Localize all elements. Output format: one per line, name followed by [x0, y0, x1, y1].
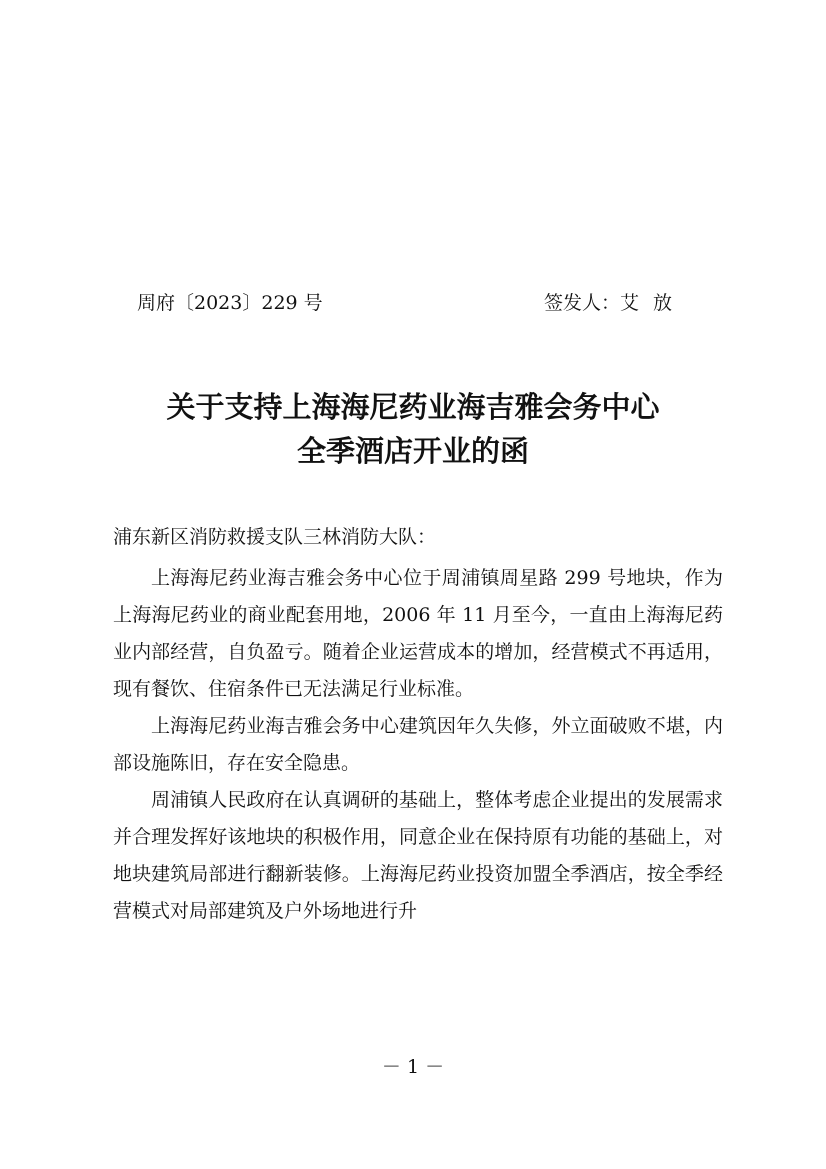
- document-title: [0, 385, 826, 473]
- addressee: 浦东新区消防救援支队三林消防大队：: [113, 526, 437, 548]
- paragraph-1: 上海海尼药业海吉雅会务中心位于周浦镇周星路 299 号地块，作为上海海尼药业的商业配套用地，2006 年 11 月至今，一直由上海海尼药业内部经营，自负盈亏。随着企业运营成本的增加，经营模式不再适用，现有餐饮、住宿条件已无法满足行业标准。: [113, 567, 723, 700]
- signer-name: 艾放: [620, 292, 687, 314]
- body-text: [113, 560, 723, 930]
- document-number: 周府〔2023〕229 号: [137, 292, 323, 314]
- title-line-2: 全季酒店开业的函: [296, 434, 529, 468]
- title-line-1: 关于支持上海海尼药业海吉雅会务中心: [166, 390, 660, 424]
- signer-label: 签发人：: [544, 292, 621, 314]
- page-number: － 1 －: [381, 1056, 445, 1078]
- paragraph-2: 上海海尼药业海吉雅会务中心建筑因年久失修，外立面破败不堪，内部设施陈旧，存在安全隐患。: [113, 715, 723, 774]
- paragraph-3: 周浦镇人民政府在认真调研的基础上，整体考虑企业提出的发展需求并合理发挥好该地块的积极作用，同意企业在保持原有功能的基础上，对地块建筑局部进行翻新装修。上海海尼药业投资加盟全季酒店，按全季经营模式对局部建筑及户外场地进行升: [113, 789, 723, 922]
- signer: [544, 288, 686, 315]
